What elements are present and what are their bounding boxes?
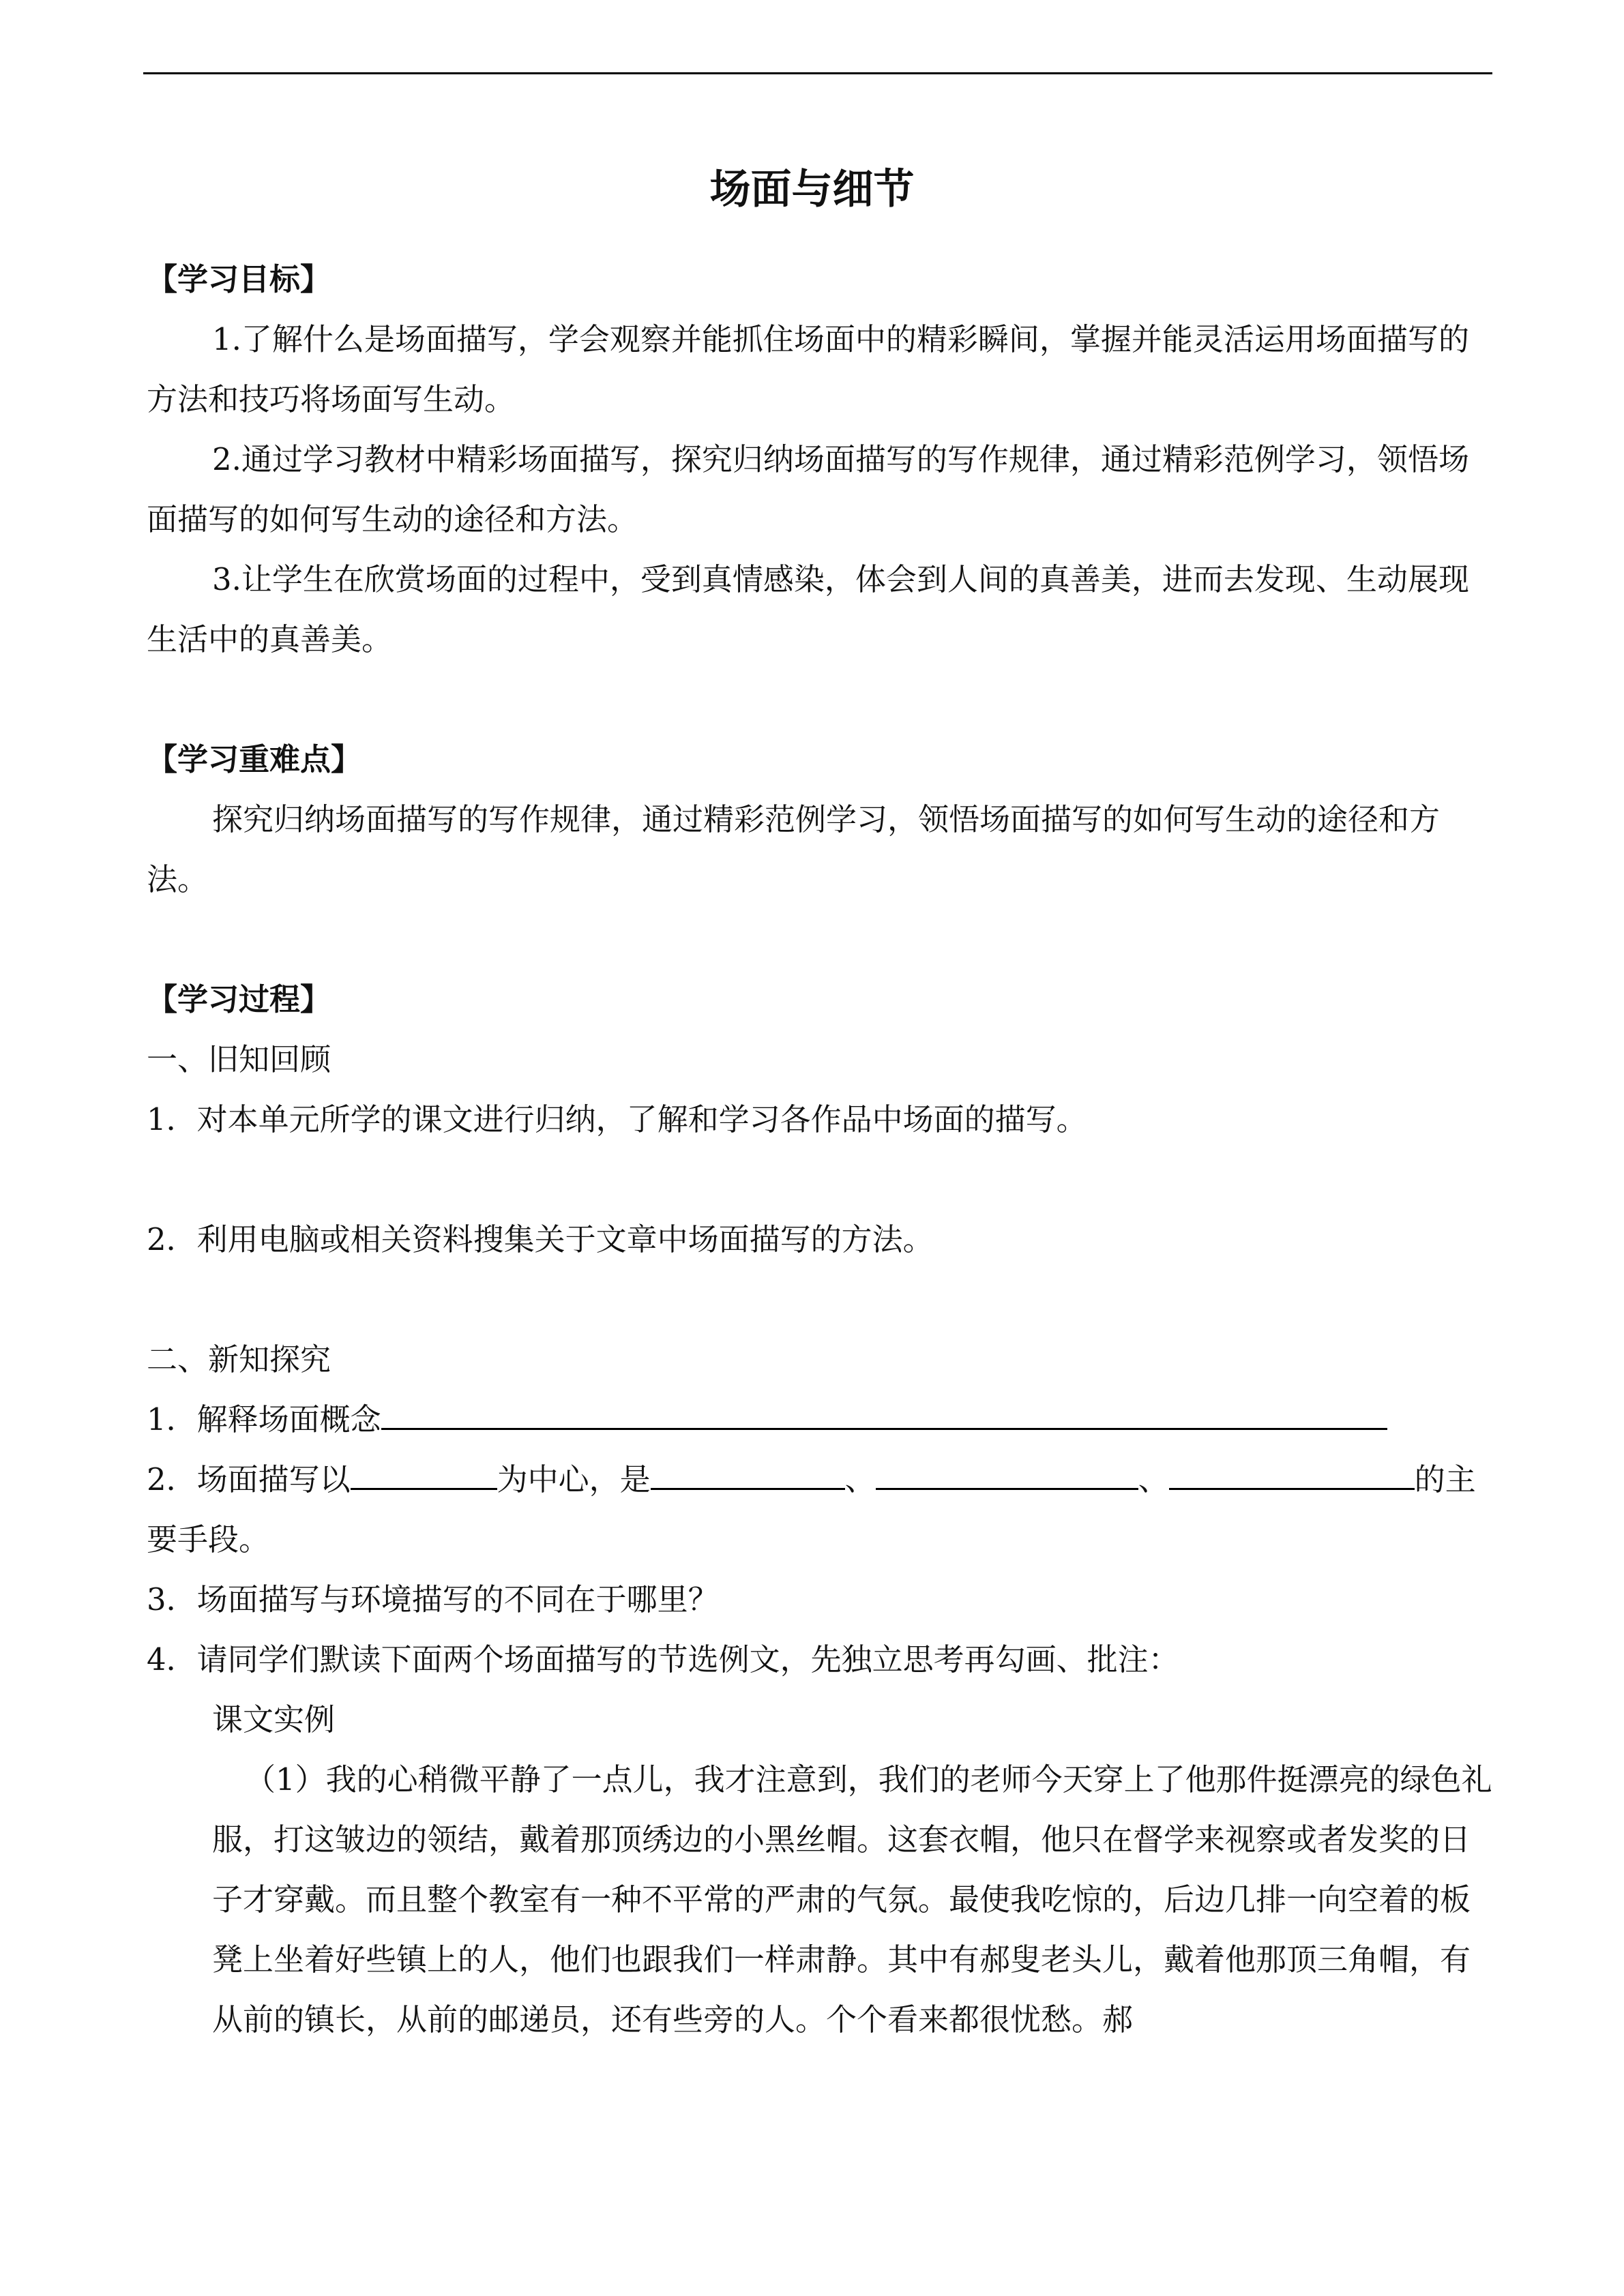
explore-item-4: 4．请同学们默读下面两个场面描写的节选例文，先独立思考再勾画、批注： bbox=[147, 1641, 1179, 1678]
answer-blank-3[interactable] bbox=[1169, 1455, 1415, 1490]
answer-blank-2[interactable] bbox=[876, 1455, 1138, 1490]
explore-item-1-label: 1．解释场面概念 bbox=[147, 1401, 381, 1437]
goals-heading: 【学习目标】 bbox=[147, 261, 331, 297]
document-body bbox=[147, 250, 1496, 2050]
explore-item-2-part-b: 为中心，是 bbox=[497, 1461, 651, 1497]
separator-1: 、 bbox=[844, 1461, 876, 1497]
concept-answer-blank[interactable] bbox=[381, 1395, 1387, 1430]
goal-item-3: 3.让学生在欣赏场面的过程中，受到真情感染，体会到人间的真善美，进而去发现、生动展现生活中的真善美。 bbox=[147, 561, 1469, 657]
explore-item-2 bbox=[147, 1450, 1496, 1570]
explore-item-2-part-c: 的主要手段。 bbox=[147, 1461, 1476, 1557]
review-item-1: 1．对本单元所学的课文进行归纳，了解和学习各作品中场面的描写。 bbox=[147, 1101, 1087, 1137]
explore-item-3: 3．场面描写与环境描写的不同在于哪里？ bbox=[147, 1581, 719, 1617]
key-points-heading: 【学习重难点】 bbox=[147, 741, 362, 777]
process-heading: 【学习过程】 bbox=[147, 981, 331, 1017]
center-answer-blank[interactable] bbox=[351, 1455, 497, 1490]
header-rule bbox=[143, 72, 1492, 74]
explore-heading: 二、新知探究 bbox=[147, 1341, 331, 1377]
example-label: 课文实例 bbox=[212, 1701, 336, 1738]
explore-item-2-part-a: 2．场面描写以 bbox=[147, 1461, 351, 1497]
document-title: 场面与细节 bbox=[709, 166, 915, 213]
review-heading: 一、旧知回顾 bbox=[147, 1041, 331, 1077]
goal-item-1: 1.了解什么是场面描写，学会观察并能抓住场面中的精彩瞬间，掌握并能灵活运用场面描写的方法和技巧将场面写生动。 bbox=[147, 321, 1469, 417]
review-item-2: 2．利用电脑或相关资料搜集关于文章中场面描写的方法。 bbox=[147, 1221, 934, 1257]
explore-item-1 bbox=[147, 1390, 1496, 1450]
key-points-text: 探究归纳场面描写的写作规律，通过精彩范例学习，领悟场面描写的如何写生动的途径和方法。 bbox=[147, 801, 1441, 897]
goal-item-2: 2.通过学习教材中精彩场面描写，探究归纳场面描写的写作规律，通过精彩范例学习，领悟场面描写的如何写生动的途径和方法。 bbox=[147, 441, 1469, 537]
separator-2: 、 bbox=[1138, 1461, 1169, 1497]
answer-blank-1[interactable] bbox=[651, 1455, 845, 1490]
example-paragraph-1: （1）我的心稍微平静了一点儿，我才注意到，我们的老师今天穿上了他那件挺漂亮的绿色礼服，打这皱边的领结，戴着那顶绣边的小黑丝帽。这套衣帽，他只在督学来视察或者发奖的日子才穿戴。而且整个教室有一种不平常的严肃的气氛。最使我吃惊的，后边几排一向空着的板凳上坐着好些镇上的人，他们也跟我们一样肃静。其中有郝叟老头儿，戴着他那顶三角帽，有从前的镇长，从前的邮递员，还有些旁的人。个个看来都很忧愁。郝 bbox=[212, 1761, 1492, 2038]
